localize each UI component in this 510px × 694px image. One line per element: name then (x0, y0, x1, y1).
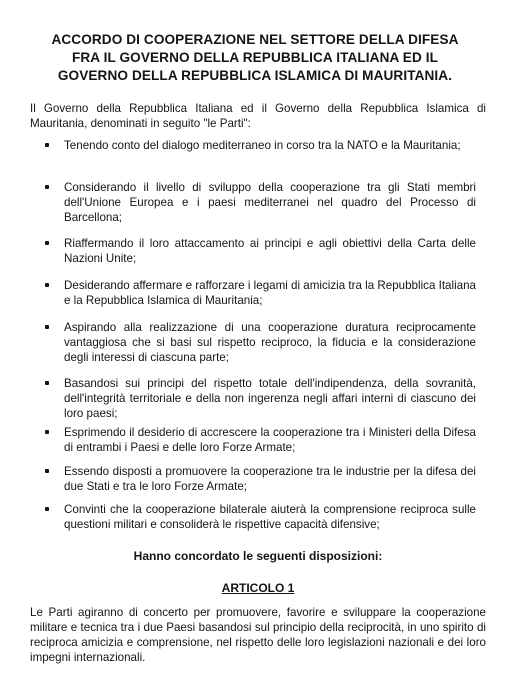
bullet-marker (45, 381, 49, 385)
intro-paragraph: Il Governo della Repubblica Italiana ed il Governo della Repubblica Islamica di Mauritania, denominati in seguito "le Parti": (30, 102, 486, 130)
article-paragraph: Le Parti agiranno di concerto per promuovere, favorire e sviluppare la cooperazione militare e tecnica tra i due Paesi basandosi sul principio della reciprocità, in uno spirito di reciproca amicizia e comprensione, nel rispetto delle loro legislazioni nazionali e dei loro impegni internazionali. (30, 606, 486, 664)
document-title (20, 31, 490, 85)
bullet-marker (45, 241, 49, 245)
bullet-marker (45, 430, 49, 434)
bullet-marker (45, 507, 49, 511)
bullet-marker (45, 325, 49, 329)
bullet-marker (45, 143, 49, 147)
bullet-marker (45, 185, 49, 189)
recital-item: Basandosi sui principi del rispetto totale dell'indipendenza, della sovranità, dell'integrità territoriale e della non ingerenza negli affari interni di ciascuno dei loro paesi; (64, 377, 476, 420)
title-line: GOVERNO DELLA REPUBBLICA ISLAMICA DI MAURITANIA. (57, 68, 453, 83)
recital-item: Considerando il livello di sviluppo della cooperazione tra gli Stati membri dell'Unione Europea e i paesi mediterranei nel quadro del Processo di Barcellona; (64, 181, 476, 224)
article-heading: ARTICOLO 1 (221, 581, 295, 595)
recital-item: Convinti che la cooperazione bilaterale aiuterà la comprensione reciproca sulle questioni militari e consoliderà le rispettive capacità difensive; (64, 503, 476, 531)
title-line: ACCORDO DI COOPERAZIONE NEL SETTORE DELLA DIFESA (51, 32, 459, 47)
recital-item: Riaffermando il loro attaccamento ai principi e agli obiettivi della Carta delle Nazioni Unite; (64, 237, 476, 265)
bullet-marker (45, 469, 49, 473)
agreement-statement: Hanno concordato le seguenti disposizioni: (133, 549, 383, 563)
bullet-marker (45, 283, 49, 287)
recital-item: Esprimendo il desiderio di accrescere la cooperazione tra i Ministeri della Difesa di entrambi i Paesi e delle loro Forze Armate; (64, 426, 476, 454)
recital-item: Desiderando affermare e rafforzare i legami di amicizia tra la Repubblica Italiana e la Repubblica Islamica di Mauritania; (64, 279, 477, 307)
recital-item: Aspirando alla realizzazione di una cooperazione duratura reciprocamente vantaggiosa che si basi sul rispetto reciproco, la fiducia e la considerazione degli interessi di ciascuna parte; (64, 321, 476, 364)
recital-item: Essendo disposti a promuovere la cooperazione tra le industrie per la difesa dei due Stati e tra le loro Forze Armate; (64, 465, 476, 493)
recital-item: Tenendo conto del dialogo mediterraneo in corso tra la NATO e la Mauritania; (64, 139, 461, 152)
title-line: FRA IL GOVERNO DELLA REPUBBLICA ITALIANA ED IL (71, 50, 439, 65)
